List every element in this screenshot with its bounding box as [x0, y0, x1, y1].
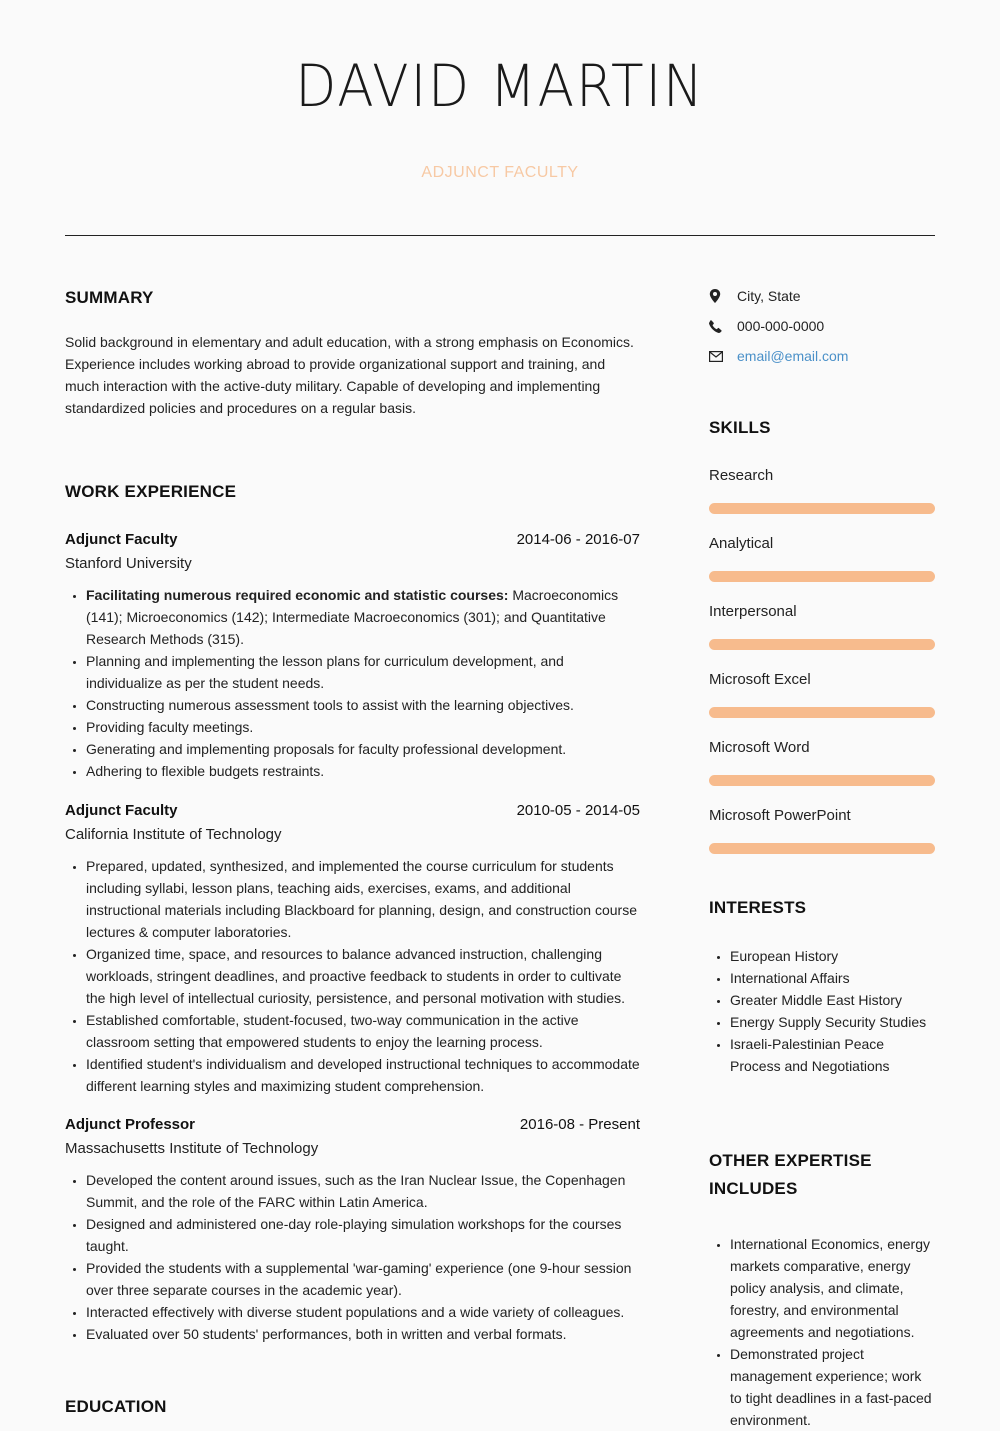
interest-item: • International Affairs — [730, 967, 935, 989]
skill-name: Microsoft Word — [709, 739, 810, 756]
job-title: Adjunct Faculty — [65, 802, 178, 819]
job-bullet-lead: Facilitating numerous required economic and statistic courses: — [86, 587, 509, 603]
job-entry — [65, 1115, 640, 1345]
skill-bar — [709, 571, 935, 582]
other-expertise-heading-line1: OTHER EXPERTISE — [709, 1151, 872, 1170]
candidate-role: ADJUNCT FACULTY — [421, 164, 579, 181]
job-bullet: • Established comfortable, student-focused, two-way communication in the active classroom setting that empowered students to enjoy the learning process. — [86, 1009, 640, 1053]
job-bullet: • Constructing numerous assessment tools to assist with the learning objectives. — [86, 694, 640, 716]
envelope-icon — [709, 351, 737, 362]
summary-text: Solid background in elementary and adult education, with a strong emphasis on Economics. Experience includes working abroad to provide organizational support and training, and much interaction with the active-duty military. Capable of developing and implementing standardized policies and procedures on a regular basis. — [65, 334, 634, 416]
job-bullet: • Prepared, updated, synthesized, and implemented the course curriculum for students including syllabi, lesson plans, teaching aids, exercises, exams, and additional instructional materials including Blackboard for planning, design, and construction course lectures & computer laboratories. — [86, 855, 640, 943]
skill-item — [709, 466, 935, 514]
work-experience-heading: WORK EXPERIENCE — [65, 482, 237, 501]
job-entry — [65, 801, 640, 1097]
sidebar-column — [709, 288, 935, 1431]
skill-item — [709, 602, 935, 650]
job-bullets — [65, 1169, 640, 1345]
interest-item: • Energy Supply Security Studies — [730, 1011, 935, 1033]
interest-item: • European History — [730, 945, 935, 967]
skills-heading: SKILLS — [709, 418, 771, 437]
job-bullets — [65, 584, 640, 782]
skill-name: Interpersonal — [709, 603, 797, 620]
job-bullets — [65, 855, 640, 1097]
phone-text: 000-000-0000 — [737, 318, 825, 334]
skill-item — [709, 670, 935, 718]
job-bullet: • Evaluated over 50 students' performances, both in written and verbal formats. — [86, 1323, 640, 1345]
job-dates: 2014-06 - 2016-07 — [516, 531, 640, 548]
expertise-item: • Demonstrated project management experience; work to tight deadlines in a fast-paced environment. — [730, 1343, 935, 1431]
skill-bar — [709, 843, 935, 854]
job-organization: Massachusetts Institute of Technology — [65, 1140, 319, 1157]
skill-name: Analytical — [709, 535, 774, 552]
job-title: Adjunct Professor — [65, 1116, 196, 1133]
job-title: Adjunct Faculty — [65, 531, 178, 548]
job-bullet: • Providing faculty meetings. — [86, 716, 640, 738]
job-bullet: • Adhering to flexible budgets restraints. — [86, 760, 640, 782]
location-text: City, State — [737, 288, 801, 304]
skill-name: Microsoft Excel — [709, 671, 811, 688]
contact-location — [709, 281, 935, 311]
skill-bar — [709, 775, 935, 786]
job-bullet: • Generating and implementing proposals for faculty professional development. — [86, 738, 640, 760]
job-bullet: • Developed the content around issues, such as the Iran Nuclear Issue, the Copenhagen Summit, and the role of the FARC within Latin America. — [86, 1169, 640, 1213]
job-bullet — [86, 584, 640, 650]
other-expertise-heading — [709, 1147, 935, 1203]
main-column — [65, 288, 640, 1417]
candidate-name: DAVID MARTIN — [295, 52, 705, 120]
contact-phone — [709, 311, 935, 341]
skill-item — [709, 738, 935, 786]
phone-icon — [709, 320, 737, 333]
job-bullet: • Identified student's individualism and developed instructional techniques to accommodate different learning styles and maximizing student comprehension. — [86, 1053, 640, 1097]
skill-item — [709, 806, 935, 854]
skill-name: Research — [709, 467, 774, 484]
skill-bar — [709, 639, 935, 650]
email-link[interactable]: email@email.com — [737, 348, 849, 364]
job-bullet: • Interacted effectively with diverse student populations and a wide variety of colleagues. — [86, 1301, 640, 1323]
interests-list — [709, 945, 935, 1077]
expertise-item: • International Economics, energy markets comparative, energy policy analysis, and climate, forestry, and environmental agreements and negotiations. — [730, 1233, 935, 1343]
job-organization: California Institute of Technology — [65, 826, 282, 843]
job-bullet: • Designed and administered one-day role-playing simulation workshops for the courses taught. — [86, 1213, 640, 1257]
interest-item: • Greater Middle East History — [730, 989, 935, 1011]
job-bullet: • Provided the students with a supplemental 'war-gaming' experience (one 9-hour session over three separate courses in the academic year). — [86, 1257, 640, 1301]
other-expertise-heading-line2: INCLUDES — [709, 1179, 798, 1198]
contact-list — [709, 281, 935, 371]
job-bullet: • Organized time, space, and resources to balance advanced instruction, challenging workloads, stringent deadlines, and proactive feedback to students in order to cultivate the high level of intellectual curiosity, persistence, and personal motivation with studies. — [86, 943, 640, 1009]
job-dates: 2016-08 - Present — [519, 1116, 640, 1133]
skills-list — [709, 466, 935, 854]
job-entry — [65, 530, 640, 782]
contact-email[interactable] — [709, 341, 935, 371]
summary-heading: SUMMARY — [65, 288, 154, 307]
header-divider — [65, 235, 935, 236]
job-bullet: • Planning and implementing the lesson plans for curriculum development, and individualize as per the student needs. — [86, 650, 640, 694]
other-expertise-list — [709, 1233, 935, 1431]
interest-item: • Israeli-Palestinian Peace Process and Negotiations — [730, 1033, 935, 1077]
interests-heading: INTERESTS — [709, 898, 807, 917]
job-dates: 2010-05 - 2014-05 — [516, 802, 640, 819]
job-bullet-lead-rest: Macroeconomics (141); Microeconomics (142); Intermediate Macroeconomics (301); and Quantitative Research Methods (315). — [86, 587, 619, 647]
skill-bar — [709, 503, 935, 514]
education-heading: EDUCATION — [65, 1397, 167, 1416]
skill-item — [709, 534, 935, 582]
skill-bar — [709, 707, 935, 718]
skill-name: Microsoft PowerPoint — [709, 807, 851, 824]
map-pin-icon — [709, 289, 737, 303]
job-organization: Stanford University — [65, 555, 192, 572]
